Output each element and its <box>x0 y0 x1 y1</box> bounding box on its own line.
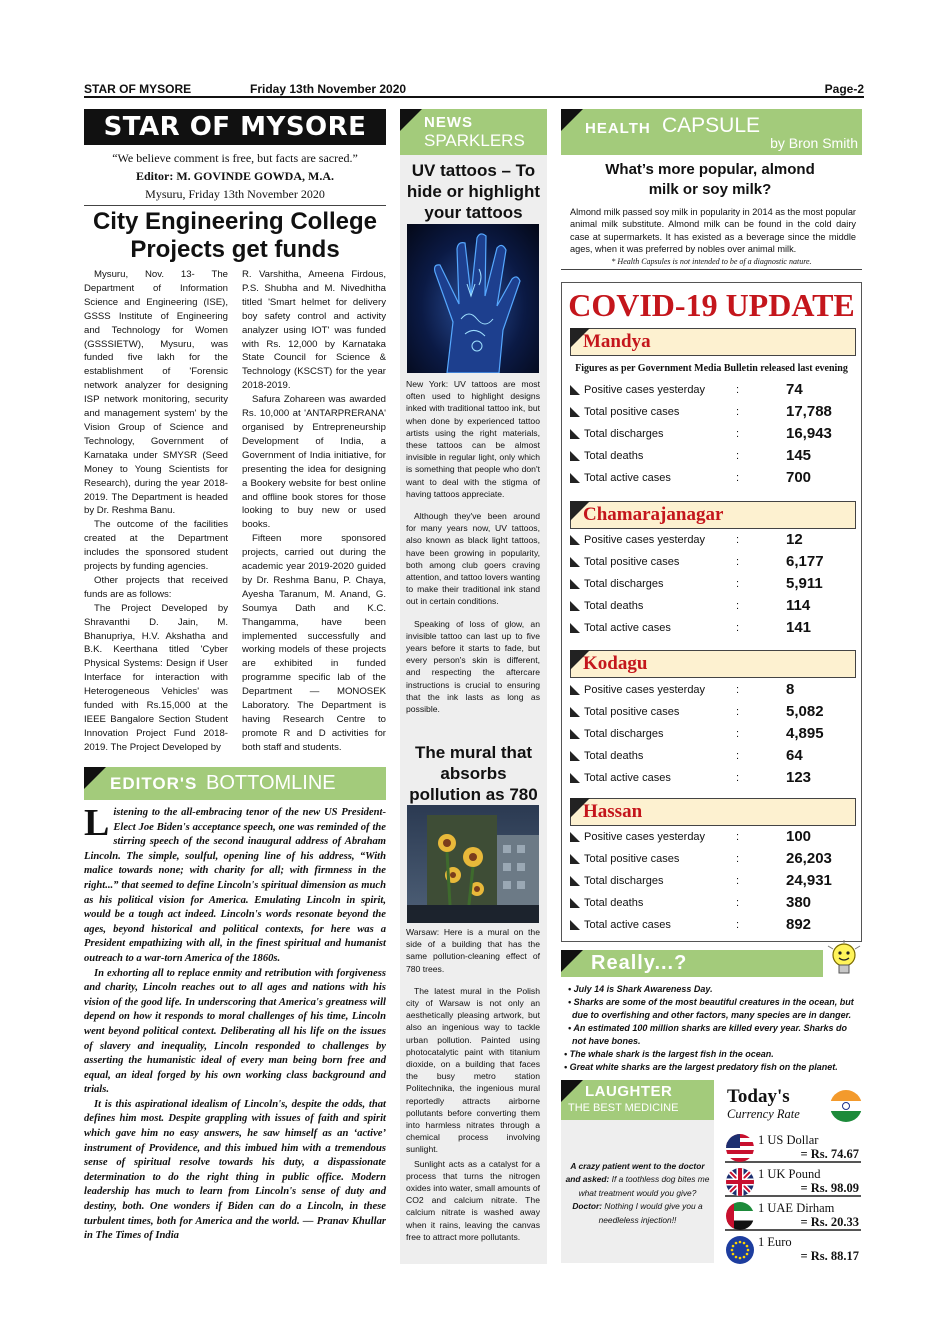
lead-paragraph: The Project Developed by Shravanthi D. Jain, M. Bhanupriya, H.V. Akshatha and B.K. Keerthana titled 'Cyber Physical Systems: Design if User Interface for interaction with Heterogeneous Vehicles' was funded with Rs.15,000 at the IEEE Bangalore Section Student Innovation Project Fund 2018-2019. The Project Developed by <box>84 602 228 753</box>
really-item-text: July 14 is Shark Awareness Day. <box>573 984 713 994</box>
lead-headline: City Engineering College Projects get funds <box>92 208 378 263</box>
row-colon: : <box>736 534 740 546</box>
joke-punchline: Nothing I would give you a needleless injection!! <box>598 1201 703 1225</box>
row-label: Positive cases yesterday <box>584 684 706 696</box>
bullet-triangle-icon <box>570 854 580 864</box>
masthead-dateline: Mysuru, Friday 13th November 2020 <box>84 187 386 206</box>
health-disclaimer: * Health Capsules is not intended to be of a diagnostic nature. <box>561 257 862 270</box>
currency-row-usd <box>725 1132 861 1163</box>
banner-corner-triangle <box>570 501 590 521</box>
covid-row <box>570 403 856 423</box>
banner-corner-triangle <box>84 767 106 789</box>
row-value: 145 <box>786 447 812 464</box>
row-label: Positive cases yesterday <box>584 384 706 396</box>
bullet-triangle-icon <box>570 451 580 461</box>
really-item: • Sharks are some of the most beautiful creatures in the ocean, but due to overfishing and other factors, many species are in danger. <box>568 997 854 1020</box>
currency-subtitle: Currency Rate <box>727 1107 800 1121</box>
currency-name: 1 US Dollar <box>758 1133 819 1147</box>
health-headline: What’s more popular, almond milk or soy milk? <box>605 161 815 198</box>
us-flag-icon <box>726 1134 754 1162</box>
joke-speaker: Doctor: <box>572 1201 603 1212</box>
health-capsule-banner <box>561 109 862 155</box>
joke-question: If a toothless dog bites me what treatment would you give? <box>578 1174 710 1198</box>
covid-row <box>570 469 856 489</box>
uae-flag-icon <box>726 1202 754 1230</box>
masthead-logo: STAR OF MYSORE <box>84 109 386 145</box>
banner-corner-triangle <box>561 950 583 972</box>
row-label: Positive cases yesterday <box>584 831 706 843</box>
row-value: 123 <box>786 769 812 786</box>
bullet-triangle-icon <box>570 751 580 761</box>
row-label: Total deaths <box>584 600 644 612</box>
bullet-triangle-icon <box>570 876 580 886</box>
really-item-text: The whale shark is the largest fish in the ocean. <box>569 1049 774 1059</box>
row-label: Total discharges <box>584 875 664 887</box>
banner-corner-triangle <box>570 328 590 348</box>
really-item: • An estimated 100 million sharks are killed every year. Sharks do not have bones. <box>568 1023 847 1046</box>
header-page-number: Page-2 <box>824 82 864 96</box>
row-value: 380 <box>786 894 812 911</box>
row-colon: : <box>736 600 740 612</box>
bullet-triangle-icon <box>570 898 580 908</box>
row-label: Total active cases <box>584 772 671 784</box>
uv-tattoo-headline: UV tattoos – To hide or highlight your tattoos <box>406 161 541 222</box>
laughter-joke <box>565 1160 710 1227</box>
row-colon: : <box>736 750 740 762</box>
uv-tattoo-body <box>406 378 540 725</box>
bullet-triangle-icon <box>570 601 580 611</box>
editorial-paragraph: istening to the all-embracing tenor of the new US President-Elect Joe Biden's acceptance speech, one was reminded of the stirring speech of the second inaugural address of Abraham Lincoln. The simple, soulful, opening line of his address, “With malice towards none; with charity for all; with firmness in the right...” that seemed to define Lincoln's spiritual dimension as much as his political vision for America. Emulating Lincoln in spirit, would be a tough act indeed. Lincoln's words resonate beyond the ages, beyond historical and political contexts, for here was a President empathizing with all, in the finest spiritual and humanist outreach to a war-torn America of the 1860s. <box>84 807 386 964</box>
row-value: 64 <box>786 747 803 764</box>
district-name: Hassan <box>583 801 643 822</box>
lead-paragraph: Fifteen more sponsored projects, carried out during the academic year 2019-2020 guided by Dr. Reshma Banu, P. Chaya, Ayesha Taranum, M. Anand, G. Soumya Dath and K.C. Thangamma, have been implemented successfully and working models of these projects are exhibited in funded programme specific lab of the Department — MONOSEK Laboratory. The Department is having Research Centre to promote R and D activities for both staff and students. <box>242 533 386 753</box>
bullet-triangle-icon <box>570 557 580 567</box>
covid-row <box>570 597 856 617</box>
lead-paragraph: Mysuru, Nov. 13- The Department of Information Science and Engineering (ISE), GSSS Institute of Engineering and Technology for Women (GSSSIETW), Mysuru, was funded five lakh for the establishment of 'Forensic network analyzer for designing ISP network monitoring, security and management system' by the Vision Group of Science and Technology, Government of Karnataka under SMYSR (Seed Money to Young Scientists for Research), during the year 2018-2019. The Department is headed by Dr. Reshma Banu. <box>84 269 228 517</box>
currency-rate: = Rs. 98.09 <box>800 1181 859 1195</box>
row-label: Total positive cases <box>584 853 680 865</box>
covid-bulletin-note: Figures as per Government Media Bulletin released last evening <box>575 363 848 374</box>
covid-row <box>570 381 856 401</box>
really-item-text: An estimated 100 million sharks are killed every year. Sharks do not have bones. <box>572 1023 847 1046</box>
covid-row <box>570 916 856 936</box>
covid-row <box>570 747 856 767</box>
row-label: Total active cases <box>584 472 671 484</box>
bullet-triangle-icon <box>570 832 580 842</box>
health-byline: by Bron Smith <box>770 135 858 151</box>
bullet-triangle-icon <box>570 685 580 695</box>
row-colon: : <box>736 728 740 740</box>
covid-row <box>570 872 856 892</box>
lead-paragraph: R. Varshitha, Ameena Firdous, P.S. Shubha and M. Nivedhitha titled 'Smart helmet for delivery boy safety control and activity analyzer using IOT' was funded with Rs. 12,000 by Karnataka State Council for Science & Technology (KSCST) for the year 2018-2019. <box>242 269 386 392</box>
row-label: Total deaths <box>584 750 644 762</box>
laughter-sublabel: THE BEST MEDICINE <box>568 1102 679 1114</box>
covid-update-box <box>561 282 862 942</box>
lead-column-1 <box>84 268 228 755</box>
row-colon: : <box>736 853 740 865</box>
bullet-triangle-icon <box>570 623 580 633</box>
row-value: 892 <box>786 916 812 933</box>
covid-row <box>570 531 856 551</box>
bottomline-label-light: BOTTOMLINE <box>206 772 336 794</box>
row-value: 100 <box>786 828 812 845</box>
health-label-bold: HEALTH <box>585 120 651 137</box>
really-list <box>564 983 862 1074</box>
uv-tattoo-paragraph: Although they've been around for many years now, UV tattoos, also known as black light tattoos, have been growing in popularity, both among club goers craving attention, and tattoo lovers wanting to make their traditional ink stand out in certain conditions. <box>406 511 540 607</box>
editorial-paragraph: It is this aspirational idealism of Lincoln's, despite the odds, that defines him most. Despite grappling with issues of faith and spirit which gave him no easy answers, he saw himself as an ‘active’ instrument of Providence, and this imbued him with a tremendous sense of spiritual resolve towards his duty, a dispassionate determination to do the right thing in public office. Modern leadership has much to learn from Lincoln's sense of duty and destiny, both. One wonders if Biden can do a Lincoln, in these turbulent times, both for America and the world. — Pranav Khullar in The Times of India <box>84 1098 386 1242</box>
covid-row <box>570 619 856 639</box>
covid-row <box>570 447 856 467</box>
bullet-triangle-icon <box>570 429 580 439</box>
row-label: Total discharges <box>584 728 664 740</box>
row-value: 5,082 <box>786 703 824 720</box>
covid-row <box>570 681 856 701</box>
row-value: 16,943 <box>786 425 832 442</box>
really-banner <box>561 950 823 977</box>
editorial-body <box>84 802 386 1244</box>
banner-corner-triangle <box>561 109 583 131</box>
uv-tattoo-paragraph: New York: UV tattoos are most often used to highlight designs inked with traditional tattoo ink, but when done by experienced tattoo artists using the right materials, these tattoos can be almost invisible in regular light, only which is something that people who don't want to deal with the stigma of having tattoos appreciate. <box>406 379 540 499</box>
row-label: Total deaths <box>584 450 644 462</box>
sparklers-label-1: NEWS <box>424 114 473 131</box>
currency-title: Today's <box>727 1086 790 1107</box>
district-name: Kodagu <box>583 653 648 674</box>
row-value: 26,203 <box>786 850 832 867</box>
mural-paragraph: Sunlight acts as a catalyst for a process that turns the nitrogen oxides into water, small amounts of CO2 and calcium nitrate. The calcium nitrate is washed away when it rains, leaving the canvas free to attract more pollutants. <box>406 1158 540 1242</box>
header-paper-name: STAR OF MYSORE <box>84 82 192 96</box>
uk-flag-icon <box>726 1168 754 1196</box>
bullet-triangle-icon <box>570 473 580 483</box>
banner-corner-triangle <box>400 109 422 131</box>
bullet-triangle-icon <box>570 579 580 589</box>
row-colon: : <box>736 384 740 396</box>
lead-paragraph: Safura Zohareen was awarded Rs. 10,000 at 'ANTARPRERANA' organised by Entrepreneurship Development of India, a Government of India initiative, for presenting the idea for designing a Bookery website for best online and offline book stores for those looking to buy new or used books. <box>242 394 386 531</box>
header-date: Friday 13th November 2020 <box>250 82 407 96</box>
row-label: Positive cases yesterday <box>584 534 706 546</box>
currency-name: 1 Euro <box>758 1235 792 1249</box>
really-item: • The whale shark is the largest fish in the ocean. <box>564 1049 774 1059</box>
currency-name: 1 UK Pound <box>758 1167 821 1181</box>
covid-row <box>570 425 856 445</box>
row-label: Total positive cases <box>584 406 680 418</box>
uv-tattoo-photo <box>407 224 539 373</box>
covid-row <box>570 703 856 723</box>
currency-rate: = Rs. 74.67 <box>800 1147 859 1161</box>
health-body: Almond milk passed soy milk in popularity in 2014 as the most popular animal milk substitute. Almond milk can be found in the cold dairy case at supermarkets. It has existed as a beverage since the middle ages, when it was preferred by nobles over animal milk. <box>570 207 856 255</box>
sparklers-label-2: SPARKLERS <box>424 131 525 150</box>
district-banner-hassan <box>570 798 856 826</box>
lightbulb-icon <box>826 940 862 980</box>
row-colon: : <box>736 875 740 887</box>
row-value: 74 <box>786 381 803 398</box>
covid-row <box>570 725 856 745</box>
lead-paragraph: The outcome of the facilities created at the Department includes the sponsored student projects by funding agencies. <box>84 519 228 573</box>
row-colon: : <box>736 772 740 784</box>
masthead-motto: “We believe comment is free, but facts are sacred.” <box>112 151 358 165</box>
row-label: Total active cases <box>584 622 671 634</box>
covid-row <box>570 894 856 914</box>
row-colon: : <box>736 897 740 909</box>
bottomline-label-bold: EDITOR'S <box>110 774 198 793</box>
mural-headline: The mural that absorbs pollution as 780 <box>409 743 538 804</box>
banner-corner-triangle <box>570 650 590 670</box>
really-item-text: Sharks are some of the most beautiful creatures in the ocean, but due to overfishing and other factors, many species are in danger. <box>572 997 854 1020</box>
row-value: 4,895 <box>786 725 824 742</box>
covid-row <box>570 553 856 573</box>
masthead-editor: Editor: M. GOVINDE GOWDA, M.A. <box>136 169 334 183</box>
banner-corner-triangle <box>570 798 590 818</box>
district-name: Chamarajanagar <box>583 504 724 525</box>
really-item-text: Great white sharks are the largest predatory fish on the planet. <box>569 1062 838 1072</box>
news-sparklers-banner <box>400 109 547 155</box>
currency-name: 1 UAE Dirham <box>758 1201 835 1215</box>
currency-rate: = Rs. 88.17 <box>800 1249 859 1263</box>
editorial-paragraph: In exhorting all to replace enmity and retribution with forgiveness and charity, Lincoln reaches out to all ages and nations with his vision of the good life. In underscoring that America's greatness will depend on how it responds to moral challenges of his time, Lincoln went beyond political context. Deliberating all his life on the issues of slavery and inequality, Lincoln responded to challenges by asserting the humanistic ideal of every man being born free and equal, an ideal forged by his own working class background and trials. <box>84 967 386 1096</box>
joke-setup: A crazy patient went to the doctor and asked: <box>565 1161 705 1185</box>
row-colon: : <box>736 406 740 418</box>
really-label: Really...? <box>591 952 688 974</box>
row-value: 17,788 <box>786 403 832 420</box>
covid-row <box>570 850 856 870</box>
bullet-triangle-icon <box>570 729 580 739</box>
uv-tattoo-paragraph: Speaking of loss of glow, an invisible tattoo can last up to five years before it starts to fade, but every person's skin is different, and respecting the aftercare instructions is crucial to ensuring that the ink lasts as long as possible. <box>406 618 540 715</box>
district-banner-chamarajanagar <box>570 501 856 529</box>
covid-row <box>570 828 856 848</box>
row-label: Total positive cases <box>584 556 680 568</box>
editors-bottomline-banner <box>84 767 386 800</box>
currency-rate: = Rs. 20.33 <box>800 1215 859 1229</box>
row-colon: : <box>736 684 740 696</box>
covid-title: COVID-19 UPDATE <box>568 287 855 323</box>
bullet-triangle-icon <box>570 385 580 395</box>
row-value: 6,177 <box>786 553 824 570</box>
row-value: 114 <box>786 597 811 614</box>
covid-row <box>570 575 856 595</box>
bullet-triangle-icon <box>570 920 580 930</box>
laughter-banner <box>561 1080 714 1120</box>
row-label: Total active cases <box>584 919 671 931</box>
lead-paragraph: Other projects that received funds are as follows: <box>84 574 228 600</box>
page-header <box>84 78 864 98</box>
row-colon: : <box>736 919 740 931</box>
currency-row-gbp <box>725 1166 861 1197</box>
bullet-triangle-icon <box>570 407 580 417</box>
currency-row-eur <box>725 1234 861 1265</box>
india-flag-icon <box>830 1090 862 1122</box>
mural-paragraph: Warsaw: Here is a mural on the side of a building that has the same pollution-cleaning effect of 780 trees. <box>406 927 540 974</box>
district-name: Mandya <box>583 331 651 352</box>
mural-photo <box>407 805 539 923</box>
laughter-label: LAUGHTER <box>585 1083 673 1100</box>
mural-paragraph: The latest mural in the Polish city of Warsaw is not only an aesthetically pleasing artwork, but also an ingenious way to tackle urban pollution. Painted using photocatalytic paint with titanium dioxide, on a building that faces the busy metro station Politechnika, the ingenious mural reportedly attracts airborne pollutants before converting them into harmless nitrates through a chemical process involving sunlight. <box>406 985 540 1155</box>
row-colon: : <box>736 578 740 590</box>
currency-row-aed <box>725 1200 861 1231</box>
district-banner-kodagu <box>570 650 856 678</box>
row-colon: : <box>736 428 740 440</box>
row-value: 12 <box>786 531 803 548</box>
row-label: Total deaths <box>584 897 644 909</box>
row-value: 8 <box>786 681 795 698</box>
row-colon: : <box>736 556 740 568</box>
row-colon: : <box>736 831 740 843</box>
eu-flag-icon <box>726 1236 754 1264</box>
row-label: Total positive cases <box>584 706 680 718</box>
bullet-triangle-icon <box>570 773 580 783</box>
really-item: • Great white sharks are the largest predatory fish on the planet. <box>564 1062 838 1072</box>
district-banner-mandya <box>570 328 856 356</box>
row-colon: : <box>736 472 740 484</box>
really-item: • July 14 is Shark Awareness Day. <box>568 984 713 994</box>
row-colon: : <box>736 622 740 634</box>
bullet-triangle-icon <box>570 707 580 717</box>
mural-body <box>406 926 540 1253</box>
drop-cap: L <box>84 802 110 844</box>
row-value: 141 <box>786 619 812 636</box>
row-value: 5,911 <box>786 575 823 592</box>
banner-corner-triangle <box>561 1080 583 1102</box>
health-label-light: CAPSULE <box>662 114 761 137</box>
row-label: Total discharges <box>584 578 664 590</box>
bullet-triangle-icon <box>570 535 580 545</box>
row-label: Total discharges <box>584 428 664 440</box>
row-value: 700 <box>786 469 812 486</box>
lead-column-2 <box>242 268 386 755</box>
row-value: 24,931 <box>786 872 832 889</box>
row-colon: : <box>736 450 740 462</box>
covid-row <box>570 769 856 789</box>
row-colon: : <box>736 706 740 718</box>
